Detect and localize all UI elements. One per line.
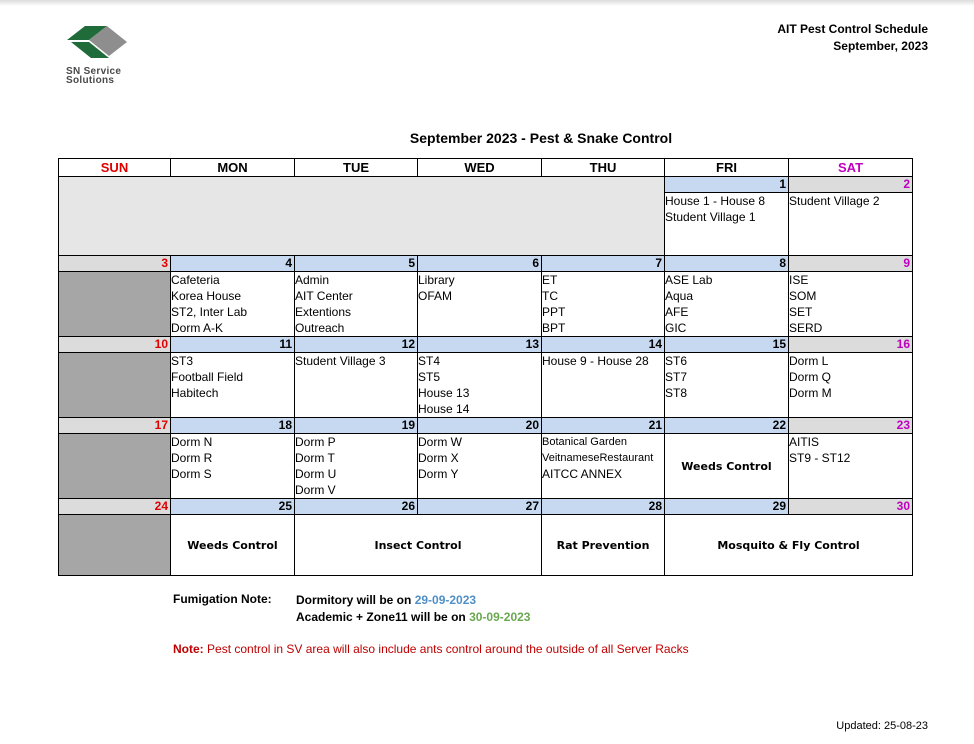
day-tasks [665,272,789,337]
task-item: PPT [542,305,566,319]
task-item: ST4 [418,354,441,368]
day-tasks: Rat Prevention [542,515,665,576]
day-tasks [171,353,295,418]
date-number: 16 [789,337,913,353]
day-tasks: Insect Control [295,515,542,576]
empty-days-block [59,177,665,256]
date-number: 9 [789,256,913,272]
task-item: House 13 [418,386,470,400]
date-number: 19 [295,418,418,434]
day-tasks [542,434,665,499]
task-item: ISE [789,273,809,287]
task-item: BPT [542,321,566,335]
task-item: ET [542,273,558,287]
date-number: 8 [665,256,789,272]
fumigation-lines [296,592,530,626]
task-item: Dorm V [295,483,336,497]
task-item: ST6 [665,354,688,368]
date-number: 4 [171,256,295,272]
date-number: 1 [665,177,789,193]
task-item: Dorm R [171,451,213,465]
logo-text: SN Service Solutions [66,66,122,86]
task-item: Dorm P [295,435,336,449]
day-tasks [171,272,295,337]
fumigation-text: Academic + Zone11 will be on [296,610,466,624]
task-item: ST3 [171,354,194,368]
task-item: ST5 [418,370,441,384]
day-tasks [665,353,789,418]
task-item: SOM [789,289,817,303]
day-tasks [171,434,295,499]
task-item: SERD [789,321,823,335]
task-item: ST7 [665,370,688,384]
task-item: GIC [665,321,687,335]
date-number: 10 [59,337,171,353]
sunday-cell [59,434,171,499]
task-item: Botanical Garden [542,436,627,448]
week-tasks-row [59,434,913,499]
day-header: THU [542,159,665,177]
schedule-month: September, 2023 [833,39,928,53]
date-number: 3 [59,256,171,272]
task-item: Habitech [171,386,219,400]
date-number: 26 [295,499,418,515]
task-item: Library [418,273,455,287]
task-item: ST2, Inter Lab [171,305,248,319]
day-tasks: Weeds Control [665,434,789,499]
note-text: Pest control in SV area will also include ants control around the outside of all Server Racks [207,642,689,656]
note-label: Note: [173,642,204,656]
task-item: ST9 - ST12 [789,451,851,465]
week-dates-row [59,256,913,272]
day-header: SUN [59,159,171,177]
task-item: Dorm N [171,435,213,449]
day-tasks [295,272,418,337]
date-number: 11 [171,337,295,353]
week-tasks-row [59,353,913,418]
task-item: Dorm L [789,354,829,368]
task-item: Korea House [171,289,242,303]
week-tasks-row [59,272,913,337]
day-tasks [789,353,913,418]
day-tasks: Weeds Control [171,515,295,576]
task-item: Outreach [295,321,345,335]
task-item: Student Village 3 [295,354,386,368]
top-shadow [0,0,974,6]
date-number: 15 [665,337,789,353]
sunday-cell [59,515,171,576]
date-number: 22 [665,418,789,434]
task-item: Extentions [295,305,352,319]
task-item: Dorm T [295,451,335,465]
task-item: House 9 - House 28 [542,354,649,368]
task-item: Dorm W [418,435,462,449]
date-number: 14 [542,337,665,353]
date-number: 2 [789,177,913,193]
week-dates-row [59,177,913,193]
date-number: 27 [418,499,542,515]
task-item: Dorm A-K [171,321,224,335]
day-tasks [789,193,913,256]
task-item: Dorm M [789,386,832,400]
task-item: SET [789,305,813,319]
fumigation-line-academic [296,609,530,626]
date-number: 21 [542,418,665,434]
date-number: 13 [418,337,542,353]
day-header: TUE [295,159,418,177]
week-dates-row [59,337,913,353]
task-item: AITIS [789,435,820,449]
day-header: FRI [665,159,789,177]
date-number: 5 [295,256,418,272]
sunday-cell [59,353,171,418]
task-item: Dorm U [295,467,337,481]
date-number: 20 [418,418,542,434]
fumigation-date: 29-09-2023 [414,593,477,607]
day-tasks: Mosquito & Fly Control [665,515,913,576]
task-item: Admin [295,273,330,287]
week-dates-row [59,418,913,434]
fumigation-date: 30-09-2023 [469,610,531,624]
task-item: House 1 - House 8 [665,194,766,208]
date-number: 25 [171,499,295,515]
day-header: MON [171,159,295,177]
sunday-cell [59,272,171,337]
task-item: House 14 [418,402,470,416]
date-number: 29 [665,499,789,515]
task-item: AIT Center [295,289,353,303]
day-tasks [789,272,913,337]
day-tasks [295,434,418,499]
task-item: TC [542,289,558,303]
task-item: AFE [665,305,689,319]
task-item: Dorm X [418,451,459,465]
date-number: 17 [59,418,171,434]
day-tasks [418,434,542,499]
date-number: 23 [789,418,913,434]
date-number: 7 [542,256,665,272]
task-item: Dorm Y [418,467,459,481]
date-number: 30 [789,499,913,515]
date-number: 12 [295,337,418,353]
updated-date: Updated: 25-08-23 [836,720,928,732]
weekday-header-row [59,159,913,177]
task-item: Aqua [665,289,694,303]
day-tasks [542,353,665,418]
task-item: Football Field [171,370,244,384]
day-header: WED [418,159,542,177]
task-item: Dorm S [171,467,212,481]
fumigation-line-dormitory [296,592,530,609]
day-header: SAT [789,159,913,177]
logo-mark-icon [65,24,129,64]
task-item: Dorm Q [789,370,831,384]
day-tasks [542,272,665,337]
day-tasks [665,193,789,256]
week-dates-row [59,499,913,515]
week-tasks-row [59,515,913,576]
calendar-title: September 2023 - Pest & Snake Control [409,130,673,146]
calendar-table [58,158,913,576]
company-logo [62,24,142,94]
date-number: 6 [418,256,542,272]
date-number: 24 [59,499,171,515]
schedule-title: AIT Pest Control Schedule [777,22,928,36]
task-item: ASE Lab [665,273,713,287]
task-item: VeitnameseRestaurant [542,452,654,464]
fumigation-label: Fumigation Note: [173,592,272,606]
pest-control-note [173,642,689,656]
day-tasks [789,434,913,499]
task-item: OFAM [418,289,453,303]
document-header [777,21,928,55]
task-item: AITCC ANNEX [542,467,623,481]
day-tasks [418,353,542,418]
date-number: 28 [542,499,665,515]
date-number: 18 [171,418,295,434]
day-tasks [295,353,418,418]
task-item: Cafeteria [171,273,220,287]
day-tasks [418,272,542,337]
task-item: Student Village 2 [789,194,880,208]
task-item: Student Village 1 [665,210,756,224]
task-item: ST8 [665,386,688,400]
fumigation-text: Dormitory will be on [296,593,412,607]
